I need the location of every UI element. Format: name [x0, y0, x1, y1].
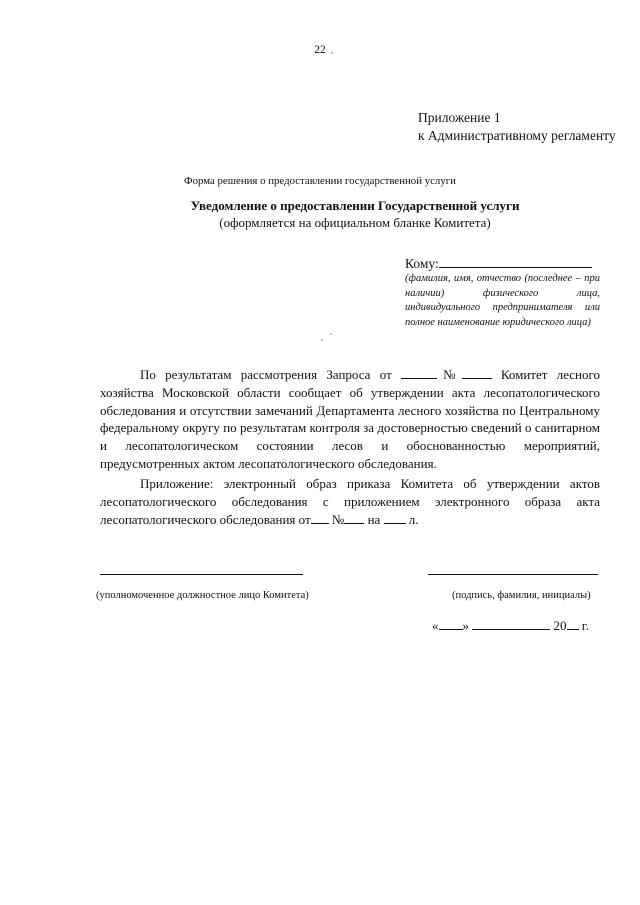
recipient-line [405, 255, 592, 272]
official-signature-line [100, 574, 303, 575]
scan-speck [331, 52, 333, 54]
date-line [432, 617, 589, 634]
attachment-paragraph [100, 475, 600, 528]
signature-caption: (подпись, фамилия, инициалы) [452, 590, 591, 601]
notice-subtitle: (оформляется на официальном бланке Комитета) [219, 215, 491, 230]
sheets-count-blank [384, 511, 406, 524]
order-date-blank [311, 511, 329, 524]
day-blank [439, 617, 463, 630]
p2-on: на [367, 511, 381, 527]
date-close-quote: » [462, 618, 469, 633]
recipient-hint: (фамилия, имя, отчество (последнее – при наличии) физического лица, индивидуального предпринимателя или полное наименование юридического лица) [405, 273, 600, 328]
appendix-line-2: к Административному регламенту [418, 128, 616, 143]
year-blank [567, 617, 579, 630]
request-number-blank [462, 366, 492, 379]
decision-paragraph [100, 366, 600, 473]
scan-speck [330, 333, 332, 335]
month-blank [472, 617, 550, 630]
p2-start: Приложение: электронный образ приказа Комитета об утверждении актов лесопатологического обследования с приложением электронного образа акта лесопатологического обследования от [100, 476, 600, 527]
year-suffix: г. [581, 618, 589, 633]
p1-start: По результатам рассмотрения Запроса от [140, 367, 392, 382]
year-prefix: 20 [553, 618, 567, 633]
official-caption: (уполномоченное должностное лицо Комитета) [96, 590, 309, 601]
request-date-blank [401, 366, 437, 379]
p2-end: л. [408, 511, 419, 527]
form-title: Форма решения о предоставлении государственной услуги [184, 176, 456, 187]
p2-number-sign: № [331, 511, 345, 527]
recipient-label: Кому: [405, 256, 439, 271]
page-number: 22 [314, 44, 326, 56]
signature-line [428, 574, 598, 575]
date-open-quote: « [432, 618, 439, 633]
recipient-blank [439, 255, 592, 268]
notice-title: Уведомление о предоставлении Государственной услуги [190, 198, 520, 213]
p1-number-sign: № [437, 367, 462, 382]
appendix-line-1: Приложение 1 [418, 110, 501, 125]
order-number-blank [344, 511, 364, 524]
scan-speck [321, 339, 323, 341]
p1-rest: Комитет лесного хозяйства Московской области сообщает об утверждении акта лесопатологического обследования и отсутствии замечаний Департамента лесного хозяйства по Центральному федеральному округу по результатам контроля за достоверностью сведений о санитарном и лесопатологическом состоянии лесов и обоснованностью мероприятий, предусмотренных актом лесопатологического обследования. [100, 367, 601, 471]
